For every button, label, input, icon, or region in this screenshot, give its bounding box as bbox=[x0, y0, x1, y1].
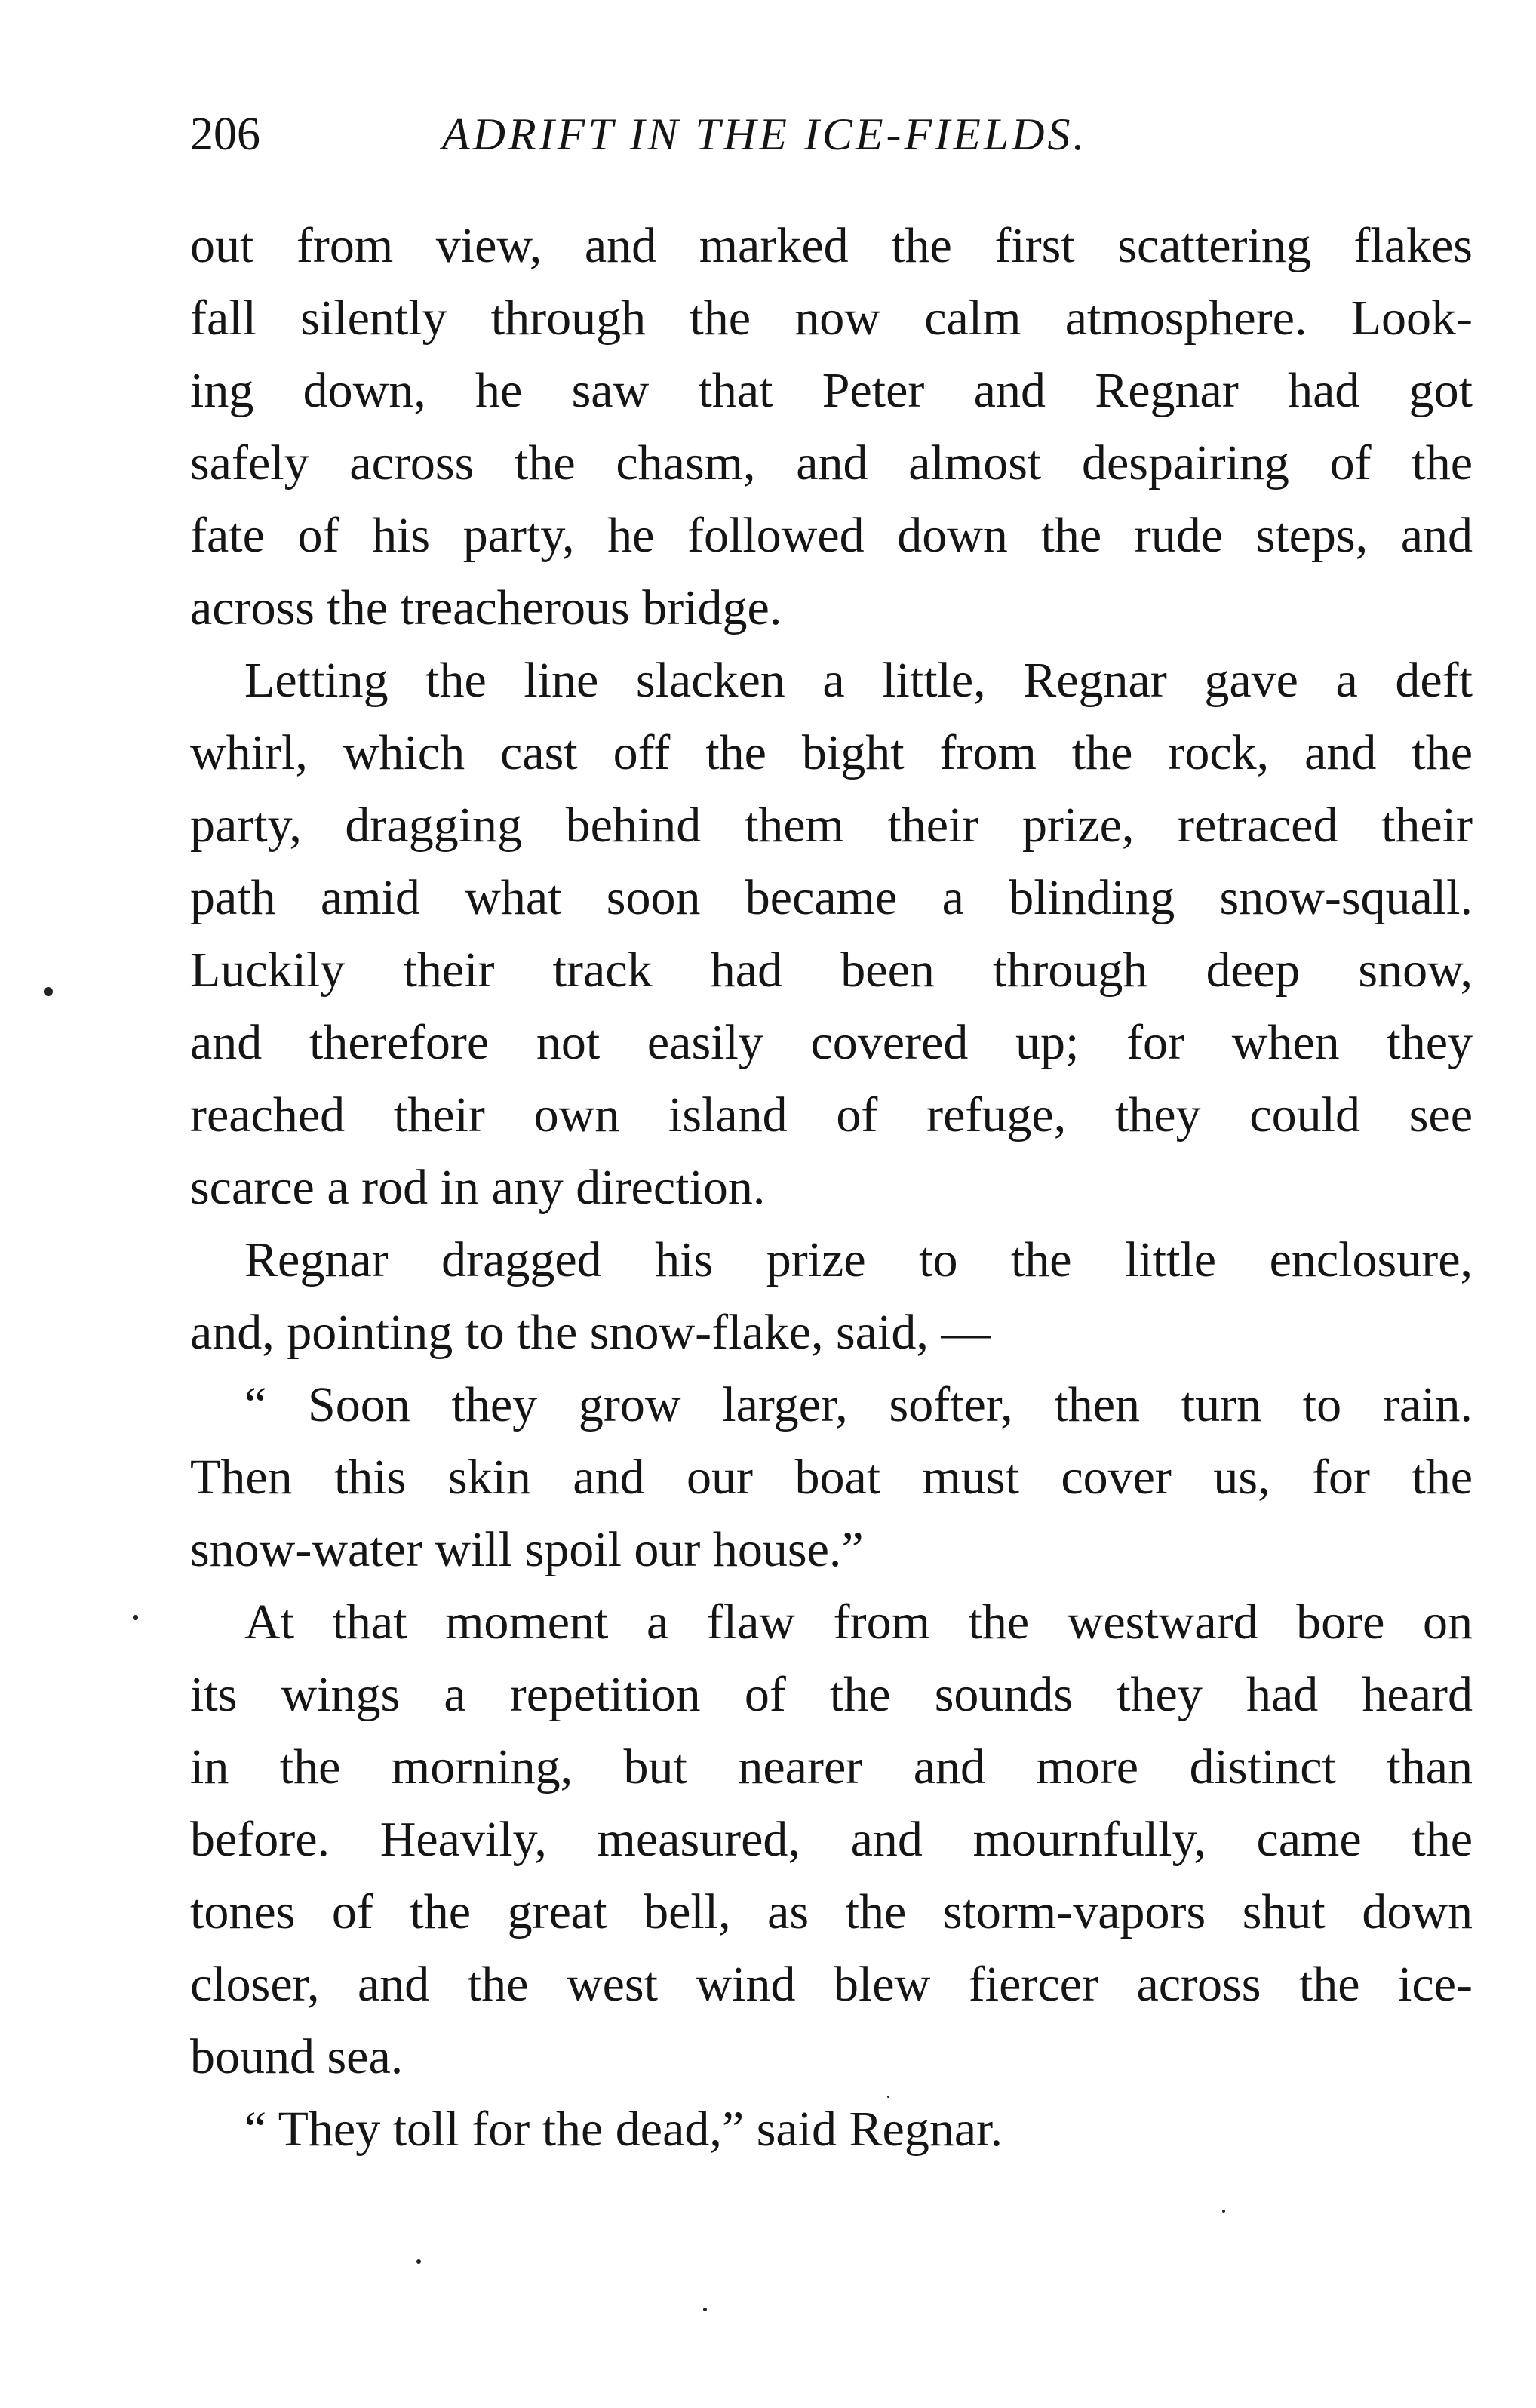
text-line: bound sea. bbox=[190, 2029, 404, 2084]
scan-speck bbox=[416, 2259, 421, 2264]
text-line: Luckily their track had been through deep snow, bbox=[190, 943, 1473, 998]
text-line: safely across the chasm, and almost despairing of the bbox=[190, 435, 1473, 491]
text-line: path amid what soon became a blinding snow-squall. bbox=[190, 870, 1473, 925]
text-line: Regnar dragged his prize to the little enclosure, bbox=[244, 1232, 1473, 1287]
text-line: in the morning, but nearer and more distinct than bbox=[190, 1739, 1473, 1794]
text-line: closer, and the west wind blew fiercer across the ice- bbox=[190, 1957, 1473, 2012]
text-line: whirl, which cast off the bight from the rock, and the bbox=[190, 725, 1473, 780]
paragraph bbox=[190, 1224, 1473, 1369]
paragraph bbox=[190, 2093, 1473, 2166]
text-line: its wings a repetition of the sounds they had heard bbox=[190, 1667, 1473, 1722]
text-line: fate of his party, he followed down the rude steps, and bbox=[190, 508, 1473, 563]
scan-speck bbox=[44, 987, 53, 996]
text-line: Then this skin and our boat must cover us, for the bbox=[190, 1450, 1473, 1505]
paragraph bbox=[190, 1586, 1473, 2093]
scan-speck bbox=[703, 2308, 707, 2311]
text-line: reached their own island of refuge, they could see bbox=[190, 1087, 1473, 1142]
text-line: ing down, he saw that Peter and Regnar had got bbox=[190, 363, 1473, 418]
paragraph bbox=[190, 644, 1473, 1224]
text-line: and therefore not easily covered up; for when they bbox=[190, 1015, 1473, 1070]
scan-speck bbox=[1222, 2210, 1225, 2213]
text-line: fall silently through the now calm atmosphere. Look- bbox=[190, 291, 1473, 346]
paragraph bbox=[190, 210, 1473, 644]
text-line: “ They toll for the dead,” said Regnar. bbox=[244, 2102, 1003, 2157]
page-number: 206 bbox=[190, 109, 260, 160]
body-text bbox=[190, 210, 1473, 2166]
paragraph bbox=[190, 1369, 1473, 1586]
text-line: out from view, and marked the first scattering flakes bbox=[190, 218, 1473, 273]
page-header bbox=[190, 104, 1473, 165]
text-line: tones of the great bell, as the storm-vapors shut down bbox=[190, 1884, 1473, 1939]
running-title: ADRIFT IN THE ICE-FIELDS. bbox=[442, 109, 1088, 159]
text-line: Letting the line slacken a little, Regnar gave a deft bbox=[244, 653, 1473, 708]
text-line: party, dragging behind them their prize, retraced their bbox=[190, 798, 1473, 853]
scan-speck bbox=[887, 2096, 889, 2098]
text-line: and, pointing to the snow-flake, said, — bbox=[190, 1305, 991, 1360]
text-line: before. Heavily, measured, and mournfully, came the bbox=[190, 1812, 1473, 1867]
text-line: across the treacherous bridge. bbox=[190, 580, 782, 635]
text-line: scarce a rod in any direction. bbox=[190, 1160, 766, 1215]
text-line: snow-water will spoil our house.” bbox=[190, 1522, 864, 1577]
text-line: At that moment a flaw from the westward bore on bbox=[244, 1595, 1473, 1650]
text-line: “ Soon they grow larger, softer, then turn to rain. bbox=[244, 1377, 1473, 1432]
scan-speck bbox=[133, 1615, 138, 1620]
